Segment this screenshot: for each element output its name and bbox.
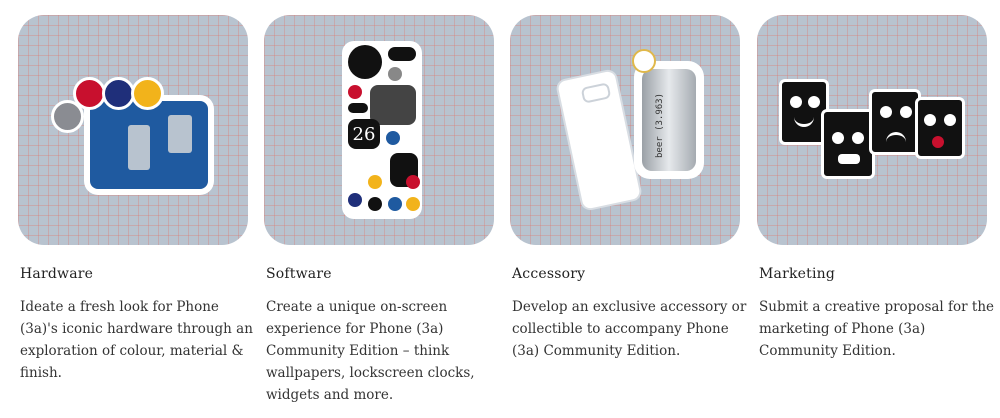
card-description: Create a unique on-screen experience for Phone (3a) Community Edition – think wallpapers, lockscreen clocks, widgets and more. <box>266 299 475 403</box>
accessory-image[interactable] <box>510 15 740 245</box>
card-title: Software <box>266 266 332 282</box>
card-description: Submit a creative proposal for the marketing of Phone (3a) Community Edition. <box>759 299 995 359</box>
card-title: Marketing <box>759 266 836 282</box>
card-description: Develop an exclusive accessory or collectible to accompany Phone (3a) Community Edition. <box>512 299 747 359</box>
card-title: Accessory <box>512 266 586 282</box>
hardware-image[interactable] <box>18 15 248 245</box>
marketing-image[interactable] <box>757 15 987 245</box>
card-title: Hardware <box>20 266 94 282</box>
can-label: beer (3.963) <box>655 92 665 158</box>
software-image[interactable] <box>264 15 494 245</box>
widget-number: 26 <box>352 123 376 145</box>
card-description: Ideate a fresh look for Phone (3a)'s iconic hardware through an exploration of colour, material & finish. <box>20 299 253 381</box>
